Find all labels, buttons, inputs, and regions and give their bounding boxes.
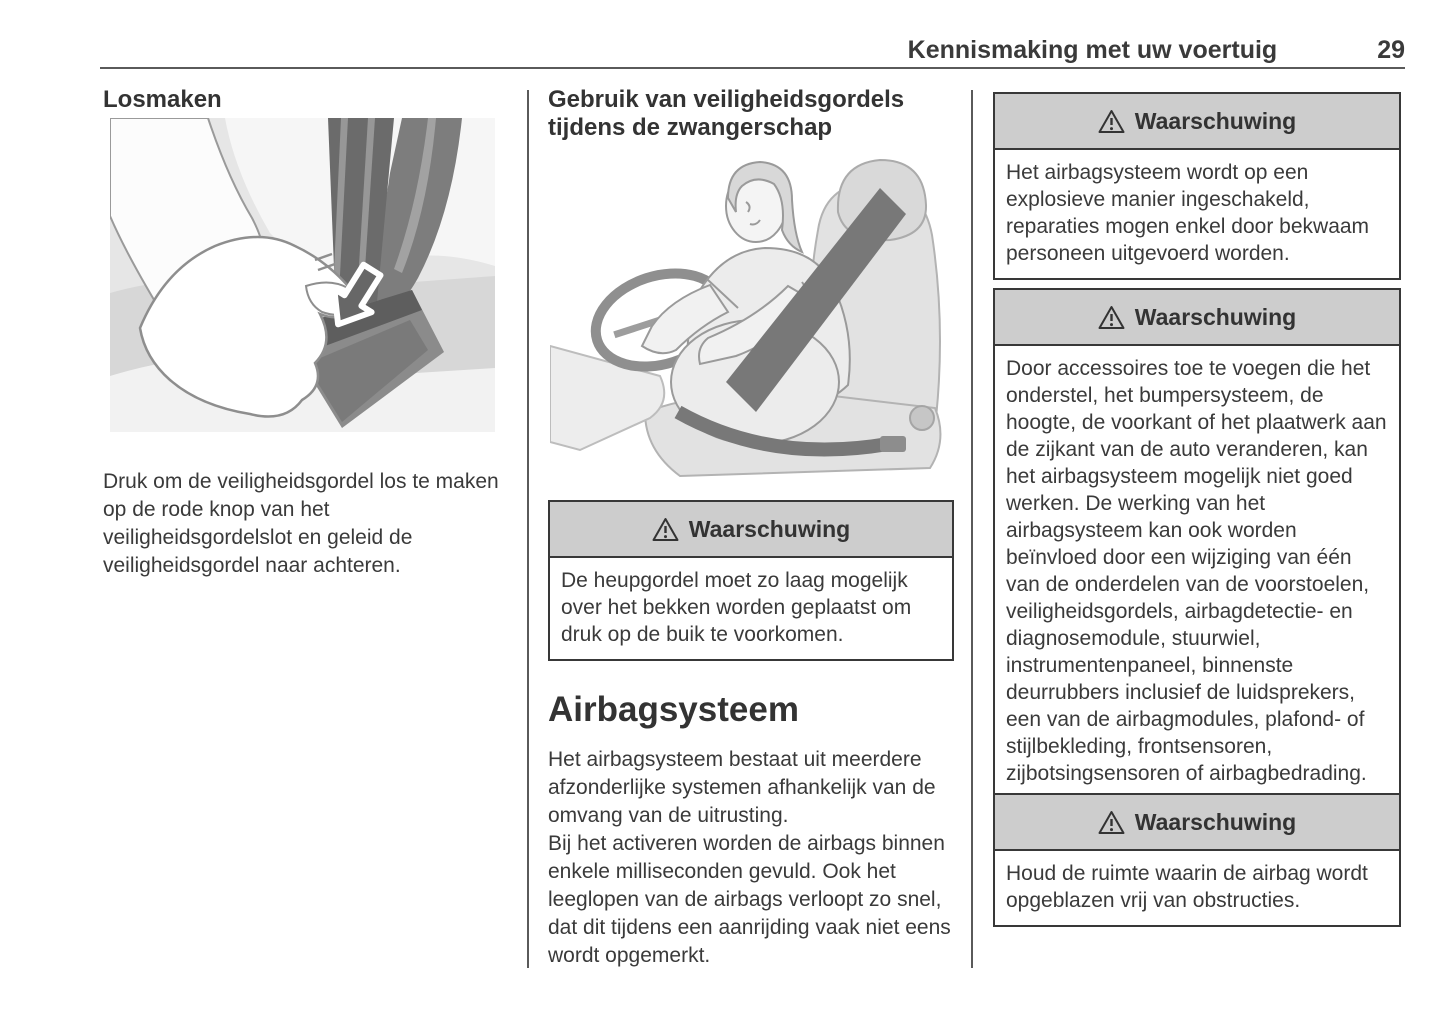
warning-text: Houd de ruimte waarin de airbag wordt opgeblazen vrij van obstructies. — [1006, 862, 1368, 912]
warning-title: Waarschuwing — [1134, 107, 1297, 134]
airbag-paragraph-1: Het airbagsysteem bestaat uit meerdere afzonderlijke systemen afhankelijk van de omvang van de uitrusting. — [548, 748, 936, 827]
warning-box-pregnancy — [548, 500, 954, 661]
heading-losmaken: Losmaken — [103, 86, 222, 113]
illustration-seatbelt-release — [110, 118, 495, 432]
warning-icon — [1098, 305, 1125, 330]
warning-title: Waarschuwing — [1134, 303, 1297, 330]
warning-header — [995, 94, 1399, 150]
warning-title: Waarschuwing — [688, 515, 851, 542]
airbag-paragraphs — [548, 746, 962, 970]
warning-header — [995, 290, 1399, 346]
warning-header — [550, 502, 952, 558]
seat-recline-knob — [910, 406, 934, 430]
warning-header — [995, 795, 1399, 851]
warning-text: Door accessoires toe te voegen die het onderstel, het bumpersysteem, de hoogte, de voorkant of het plaatwerk aan de zijkant van de auto veranderen, kan het airbagsysteem mogelijk niet goed werken. De werking van het airbagsysteem kan ook worden beïnvloed door een wijziging van één van de onderdelen van de voorstoelen, veiligheidsgordels, airbagdetectie- en diagnosemodule, stuurwiel, instrumentenpaneel, binnenste deurrubbers inclusief de luidsprekers, een van de airbagmodules, plafond- of stijlbekleding, frontsensoren, zijbotsingsensoren of airbagbedrading. — [1006, 357, 1387, 785]
airbag-paragraph-2: Bij het activeren worden de airbags binnen enkele milliseconden gevuld. Ook het leeglopen van de airbags verloopt zo snel, dat dit tijdens een aanrijding vaak niet eens wordt opgemerkt. — [548, 832, 951, 967]
heading-zwangerschap: Gebruik van veiligheidsgordels tijdens de zwangerschap — [548, 86, 905, 141]
column-divider-left — [527, 90, 529, 968]
seatbelt-release-drawing — [110, 118, 495, 432]
warning-icon — [1098, 810, 1125, 835]
pregnant-driver-drawing — [550, 150, 956, 480]
losmaken-paragraph: Druk om de veiligheidsgordel los te maken op de rode knop van het veiligheidsgordelslot en geleid de veiligheidsgordel naar achteren. — [103, 470, 499, 577]
column-divider-right — [971, 90, 973, 968]
warning-text: Het airbagsysteem wordt op een explosieve manier ingeschakeld, reparaties mogen enkel door bekwaam personeen uitgevoerd worden. — [1006, 161, 1370, 265]
warning-text: De heupgordel moet zo laag mogelijk over het bekken worden geplaatst om druk op de buik te voorkomen. — [561, 569, 912, 646]
heading-airbagsysteem: Airbagsysteem — [548, 690, 799, 729]
running-head — [100, 36, 1405, 65]
chapter-title: Kennismaking met uw voertuig — [907, 36, 1278, 64]
belt-buckle — [880, 436, 906, 452]
warning-box-accessories — [993, 288, 1401, 800]
warning-box-repairs — [993, 92, 1401, 280]
warning-box-obstructions — [993, 793, 1401, 927]
warning-icon — [1098, 109, 1125, 134]
header-rule — [100, 67, 1405, 69]
illustration-pregnant-driver — [550, 150, 956, 480]
page-number: 29 — [1377, 36, 1405, 64]
warning-icon — [652, 517, 679, 542]
warning-title: Waarschuwing — [1134, 808, 1297, 835]
